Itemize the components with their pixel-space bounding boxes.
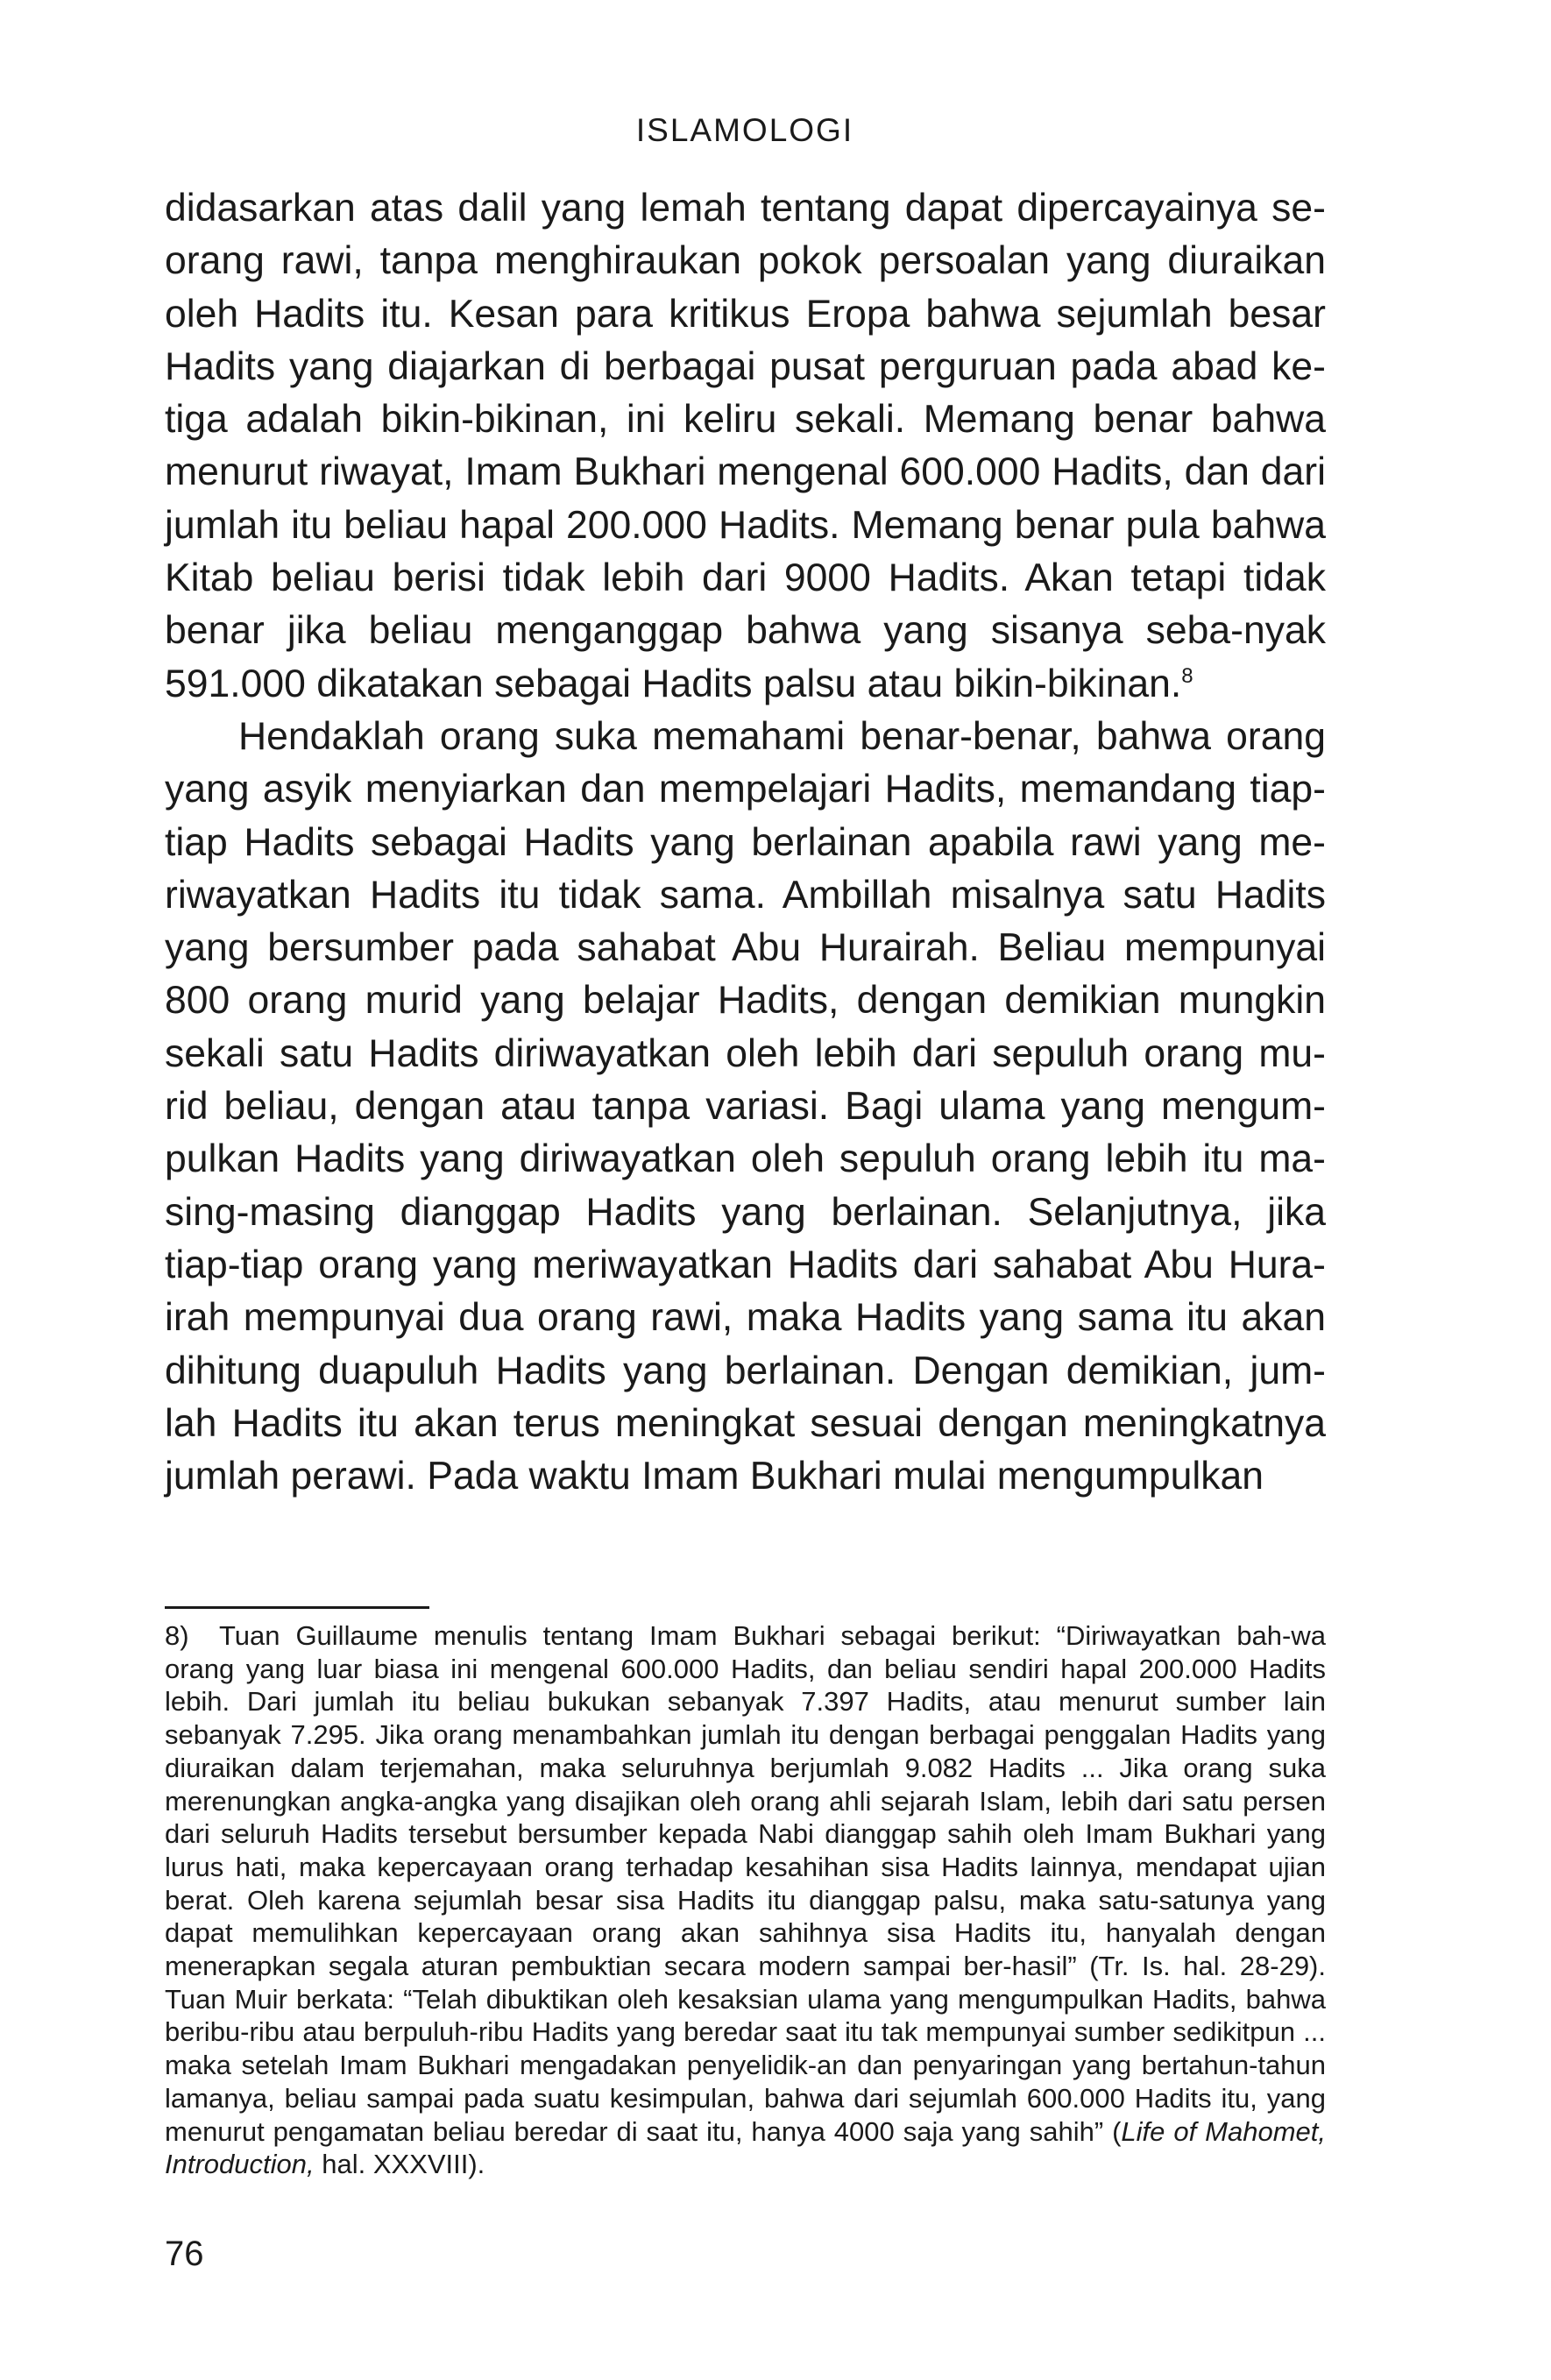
footnote-reference: 8	[1181, 663, 1193, 688]
footnote-separator	[165, 1606, 429, 1609]
footnote-book-title: Life of Mahomet, Introduction,	[165, 2115, 1326, 2180]
footnote-tail: hal. XXXVIII).	[314, 2149, 485, 2180]
footnote	[165, 1619, 1326, 2181]
running-header: ISLAMOLOGI	[635, 112, 854, 148]
page-number: 76	[165, 2235, 204, 2273]
footnote-text: Tuan Guillaume menulis tentang Imam Bukhari sebagai berikut: “Diriwayatkan bah-wa orang yang luar biasa ini mengenal 600.000 Hadits, dan beliau sendiri hapal 200.000 Hadits lebih. Dari jumlah itu beliau bukukan sebanyak 7.397 Hadits, atau menurut sumber lain sebanyak 7.295. Jika orang menambahkan jumlah itu dengan berbagai penggalan Hadits yang diuraikan dalam terjemahan, maka seluruhnya berjumlah 9.082 Hadits ... Jika orang suka merenungkan angka-angka yang disajikan oleh orang ahli sejarah Islam, lebih dari satu persen dari seluruh Hadits tersebut bersumber kepada Nabi dianggap sahih oleh Imam Bukhari yang lurus hati, maka kepercayaan orang terhadap kesahihan sisa Hadits lainnya, mendapat ujian berat. Oleh karena sejumlah besar sisa Hadits itu dianggap palsu, maka satu-satunya yang dapat memulihkan kepercayaan orang akan sahihnya sisa Hadits itu, hanyalah dengan menerapkan segala aturan pembuktian secara modern sampai ber-hasil” (Tr. Is. hal. 28-29). Tuan Muir berkata: “Telah dibuktikan oleh kesaksian ulama yang mengumpulkan Hadits, bahwa beribu-ribu atau berpuluh-ribu Hadits yang beredar saat itu tak mempunyai sumber sedikitpun ... maka setelah Imam Bukhari mengadakan penyelidik-an dan penyaringan yang bertahun-tahun lamanya, beliau sampai pada suatu kesimpulan, bahwa dari sejumlah 600.000 Hadits itu, yang menurut pengamatan beliau beredar di saat itu, hanya 4000 saja yang sahih” (	[165, 1620, 1326, 2147]
footnote-number: 8)	[165, 1620, 189, 1651]
paragraph-1	[165, 182, 1326, 711]
main-text	[165, 182, 1326, 1503]
paragraph-2: Hendaklah orang suka memahami benar-benar, bahwa orang yang asyik menyiarkan dan mempelajari Hadits, memandang tiap-tiap Hadits sebagai Hadits yang berlainan apabila rawi yang me-riwayatkan Hadits itu tidak sama. Ambillah misalnya satu Hadits yang bersumber pada sahabat Abu Hurairah. Beliau mempunyai 800 orang murid yang belajar Hadits, dengan demikian mungkin sekali satu Hadits diriwayatkan oleh lebih dari sepuluh orang mu-rid beliau, dengan atau tanpa variasi. Bagi ulama yang mengum-pulkan Hadits yang diriwayatkan oleh sepuluh orang lebih itu ma-sing-masing dianggap Hadits yang berlainan. Selanjutnya, jika tiap-tiap orang yang meriwayatkan Hadits dari sahabat Abu Hura-irah mempunyai dua orang rawi, maka Hadits yang sama itu akan dihitung duapuluh Hadits yang berlainan. Dengan demikian, jum-lah Hadits itu akan terus meningkat sesuai dengan meningkatnya jumlah perawi. Pada waktu Imam Bukhari mulai mengumpulkan	[165, 714, 1326, 1498]
paragraph-1-text: didasarkan atas dalil yang lemah tentang dapat dipercayainya se-orang rawi, tanpa menghiraukan pokok persoalan yang diuraikan oleh Hadits itu. Kesan para kritikus Eropa bahwa sejumlah besar Hadits yang diajarkan di berbagai pusat perguruan pada abad ke-tiga adalah bikin-bikinan, ini keliru sekali. Memang benar bahwa menurut riwayat, Imam Bukhari mengenal 600.000 Hadits, dan dari jumlah itu beliau hapal 200.000 Hadits. Memang benar pula bahwa Kitab beliau berisi tidak lebih dari 9000 Hadits. Akan tetapi tidak benar jika beliau menganggap bahwa yang sisanya seba-nyak 591.000 dikatakan sebagai Hadits palsu atau bikin-bikinan.	[165, 187, 1326, 705]
